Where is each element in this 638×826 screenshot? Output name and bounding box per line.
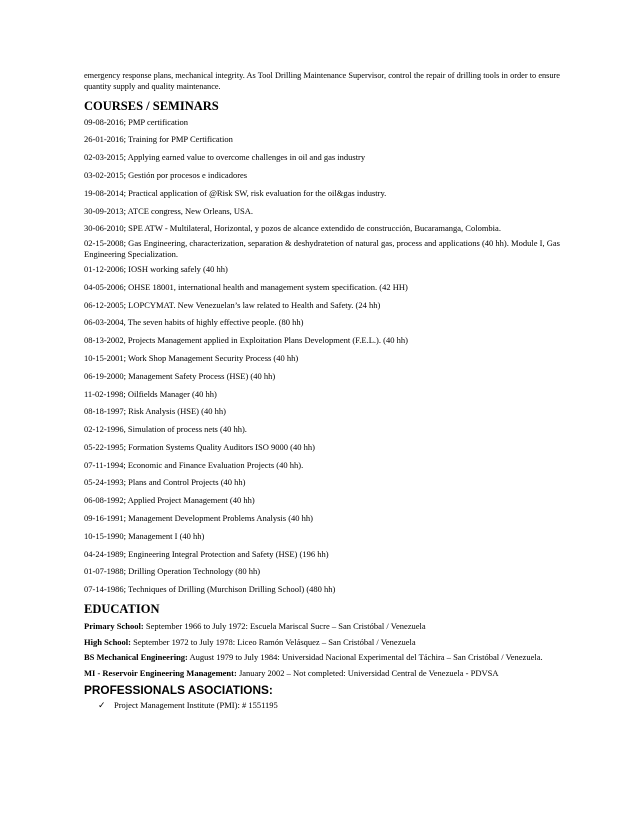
- courses-heading: COURSES / SEMINARS: [84, 98, 219, 113]
- course-item: 07-14-1986; Techniques of Drilling (Murchison Drilling School) (480 hh): [84, 584, 336, 595]
- education-entry: [84, 621, 560, 632]
- course-item: 07-11-1994; Economic and Finance Evaluation Projects (40 hh).: [84, 459, 304, 470]
- education-text: August 1979 to July 1984: Universidad Nacional Experimental del Táchira – San Cristóbal / Venezuela.: [187, 652, 543, 663]
- course-item: 09-08-2016; PMP certification: [84, 116, 189, 127]
- course-item: 10-15-2001; Work Shop Management Security Process (40 hh): [84, 352, 299, 363]
- education-entry: [84, 668, 560, 679]
- education-heading: EDUCATION: [84, 601, 160, 616]
- course-item: 08-18-1997; Risk Analysis (HSE) (40 hh): [84, 406, 226, 417]
- associations-heading: PROFESSIONALS ASOCIATIONS:: [84, 683, 273, 698]
- course-item: 01-12-2006; IOSH working safely (40 hh): [84, 264, 228, 275]
- education-label: BS Mechanical Engineering:: [84, 652, 188, 663]
- course-item: 26-01-2016; Training for PMP Certification: [84, 134, 233, 145]
- course-item: 04-05-2006; OHSE 18001, international health and management system specification. (42 HH): [84, 281, 408, 292]
- association-item: [84, 700, 560, 712]
- course-item: 02-12-1996, Simulation of process nets (40 hh).: [84, 424, 247, 435]
- course-item: 01-07-1988; Drilling Operation Technology (80 hh): [84, 566, 261, 577]
- course-item: 19-08-2014; Practical application of @Risk SW, risk evaluation for the oil&gas industry.: [84, 187, 387, 198]
- course-item: 30-09-2013; ATCE congress, New Orleans, USA.: [84, 205, 254, 216]
- education-label: MI - Reservoir Engineering Management:: [84, 667, 237, 678]
- education-label: High School:: [84, 636, 131, 647]
- course-item: 06-12-2005; LOPCYMAT. New Venezuelan’s law related to Health and Safety. (24 hh): [84, 299, 381, 310]
- associations-list: [84, 700, 560, 712]
- courses-list: [84, 117, 560, 595]
- course-item: 02-15-2008; Gas Engineering, characterization, separation & deshydratetion of natural gas, process and applications (40 hh). Module I, Gas Engineering Specialization.: [84, 238, 560, 259]
- course-item: 05-24-1993; Plans and Control Projects (40 hh): [84, 477, 246, 488]
- intro-paragraph: emergency response plans, mechanical integrity. As Tool Drilling Maintenance Supervisor, control the repair of drilling tools in order to ensure quantity supply and quality maintenance.: [84, 71, 560, 92]
- course-item: 02-03-2015; Applying earned value to overcome challenges in oil and gas industry: [84, 152, 366, 163]
- course-item: 06-08-1992; Applied Project Management (40 hh): [84, 495, 255, 506]
- education-text: September 1966 to July 1972: Escuela Mariscal Sucre – San Cristóbal / Venezuela: [143, 620, 426, 631]
- education-entry: [84, 637, 560, 648]
- education-label: Primary School:: [84, 620, 144, 631]
- education-list: [84, 621, 560, 678]
- course-item: 09-16-1991; Management Development Problems Analysis (40 hh): [84, 513, 313, 523]
- course-item: 10-15-1990; Management I (40 hh): [84, 530, 205, 541]
- education-text: January 2002 – Not completed: Universidad Central de Venezuela - PDVSA: [236, 667, 499, 678]
- checkmark-icon: ✓: [98, 701, 106, 712]
- association-text: Project Management Institute (PMI): # 1551195: [114, 700, 278, 711]
- course-item: 30-06-2010; SPE ATW - Multilateral, Horizontal, y pozos de alcance extendido de construcción, Bucaramanga, Colombia.: [84, 223, 501, 234]
- course-item: 06-19-2000; Management Safety Process (HSE) (40 hh): [84, 370, 276, 381]
- course-item: 11-02-1998; Oilfields Manager (40 hh): [84, 388, 217, 399]
- education-text: September 1972 to July 1978: Liceo Ramón Velásquez – San Cristóbal / Venezuela: [131, 636, 416, 647]
- course-item: 04-24-1989; Engineering Integral Protection and Safety (HSE) (196 hh): [84, 548, 329, 559]
- course-item: 08-13-2002, Projects Management applied in Exploitation Plans Development (F.E.L.). (40 hh): [84, 335, 408, 346]
- document-page: [84, 70, 560, 712]
- course-item: 06-03-2004, The seven habits of highly effective people. (80 hh): [84, 317, 304, 328]
- education-entry: [84, 652, 560, 663]
- course-item: 03-02-2015; Gestión por procesos e indicadores: [84, 169, 248, 180]
- course-item: 05-22-1995; Formation Systems Quality Auditors ISO 9000 (40 hh): [84, 441, 315, 452]
